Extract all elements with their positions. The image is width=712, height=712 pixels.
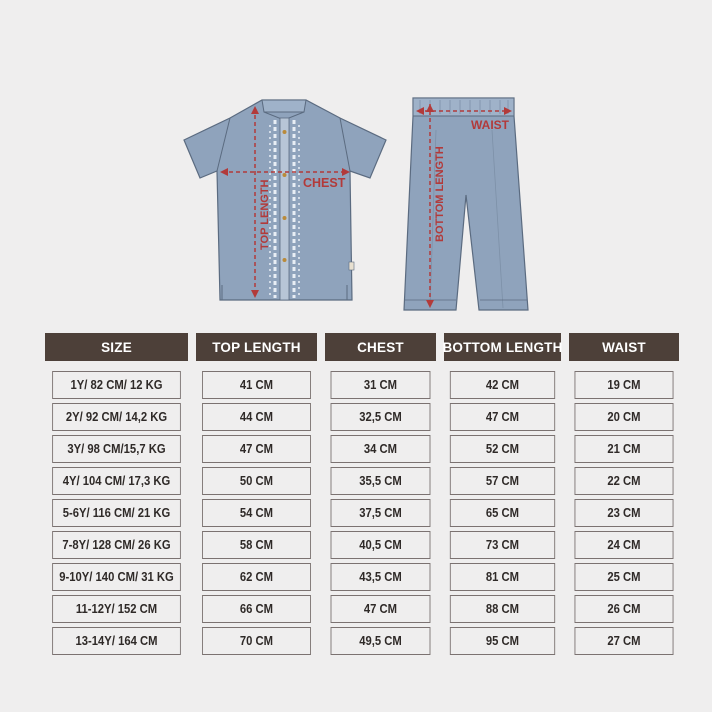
- cell-top-length: 66 CM: [202, 595, 311, 623]
- cell-waist: 22 CM: [575, 467, 674, 495]
- cell-chest: 43,5 CM: [331, 563, 431, 591]
- cell-top-length: 62 CM: [202, 563, 311, 591]
- cell-size: 9-10Y/ 140 CM/ 31 KG: [52, 563, 181, 591]
- cell-chest: 31 CM: [331, 371, 431, 399]
- cell-size: 3Y/ 98 CM/15,7 KG: [52, 435, 181, 463]
- cell-bottom-length: 42 CM: [450, 371, 555, 399]
- header-size: SIZE: [45, 333, 188, 361]
- pants-illustration: [404, 98, 528, 310]
- cell-chest: 47 CM: [331, 595, 431, 623]
- cell-size: 11-12Y/ 152 CM: [52, 595, 181, 623]
- cell-chest: 49,5 CM: [331, 627, 431, 655]
- cell-chest: 40,5 CM: [331, 531, 431, 559]
- header-spacer: [45, 365, 679, 367]
- cell-bottom-length: 88 CM: [450, 595, 555, 623]
- waist-label: WAIST: [471, 118, 509, 132]
- cell-size: 5-6Y/ 116 CM/ 21 KG: [52, 499, 181, 527]
- cell-size: 2Y/ 92 CM/ 14,2 KG: [52, 403, 181, 431]
- cell-bottom-length: 47 CM: [450, 403, 555, 431]
- shirt-illustration: [184, 100, 386, 300]
- cell-size: 1Y/ 82 CM/ 12 KG: [52, 371, 181, 399]
- cell-chest: 35,5 CM: [331, 467, 431, 495]
- header-waist: WAIST: [569, 333, 679, 361]
- cell-top-length: 44 CM: [202, 403, 311, 431]
- cell-size: 13-14Y/ 164 CM: [52, 627, 181, 655]
- cell-waist: 26 CM: [575, 595, 674, 623]
- cell-waist: 23 CM: [575, 499, 674, 527]
- cell-size: 4Y/ 104 CM/ 17,3 KG: [52, 467, 181, 495]
- cell-chest: 37,5 CM: [331, 499, 431, 527]
- cell-waist: 27 CM: [575, 627, 674, 655]
- cell-waist: 21 CM: [575, 435, 674, 463]
- cell-bottom-length: 65 CM: [450, 499, 555, 527]
- header-top-length: TOP LENGTH: [196, 333, 317, 361]
- cell-top-length: 50 CM: [202, 467, 311, 495]
- chest-label: CHEST: [303, 176, 346, 190]
- cell-bottom-length: 52 CM: [450, 435, 555, 463]
- bottom-length-label: BOTTOM LENGTH: [434, 146, 446, 242]
- cell-top-length: 41 CM: [202, 371, 311, 399]
- cell-chest: 32,5 CM: [331, 403, 431, 431]
- top-length-label: TOP LENGTH: [259, 179, 271, 250]
- cell-top-length: 47 CM: [202, 435, 311, 463]
- cell-chest: 34 CM: [331, 435, 431, 463]
- cell-bottom-length: 81 CM: [450, 563, 555, 591]
- cell-top-length: 58 CM: [202, 531, 311, 559]
- cell-bottom-length: 73 CM: [450, 531, 555, 559]
- cell-top-length: 54 CM: [202, 499, 311, 527]
- cell-bottom-length: 57 CM: [450, 467, 555, 495]
- cell-bottom-length: 95 CM: [450, 627, 555, 655]
- size-chart-table: [45, 333, 679, 655]
- cell-waist: 24 CM: [575, 531, 674, 559]
- cell-top-length: 70 CM: [202, 627, 311, 655]
- header-bottom-length: BOTTOM LENGTH: [444, 333, 561, 361]
- header-chest: CHEST: [325, 333, 436, 361]
- cell-size: 7-8Y/ 128 CM/ 26 KG: [52, 531, 181, 559]
- garment-illustration: [0, 0, 712, 330]
- cell-waist: 25 CM: [575, 563, 674, 591]
- cell-waist: 19 CM: [575, 371, 674, 399]
- cell-waist: 20 CM: [575, 403, 674, 431]
